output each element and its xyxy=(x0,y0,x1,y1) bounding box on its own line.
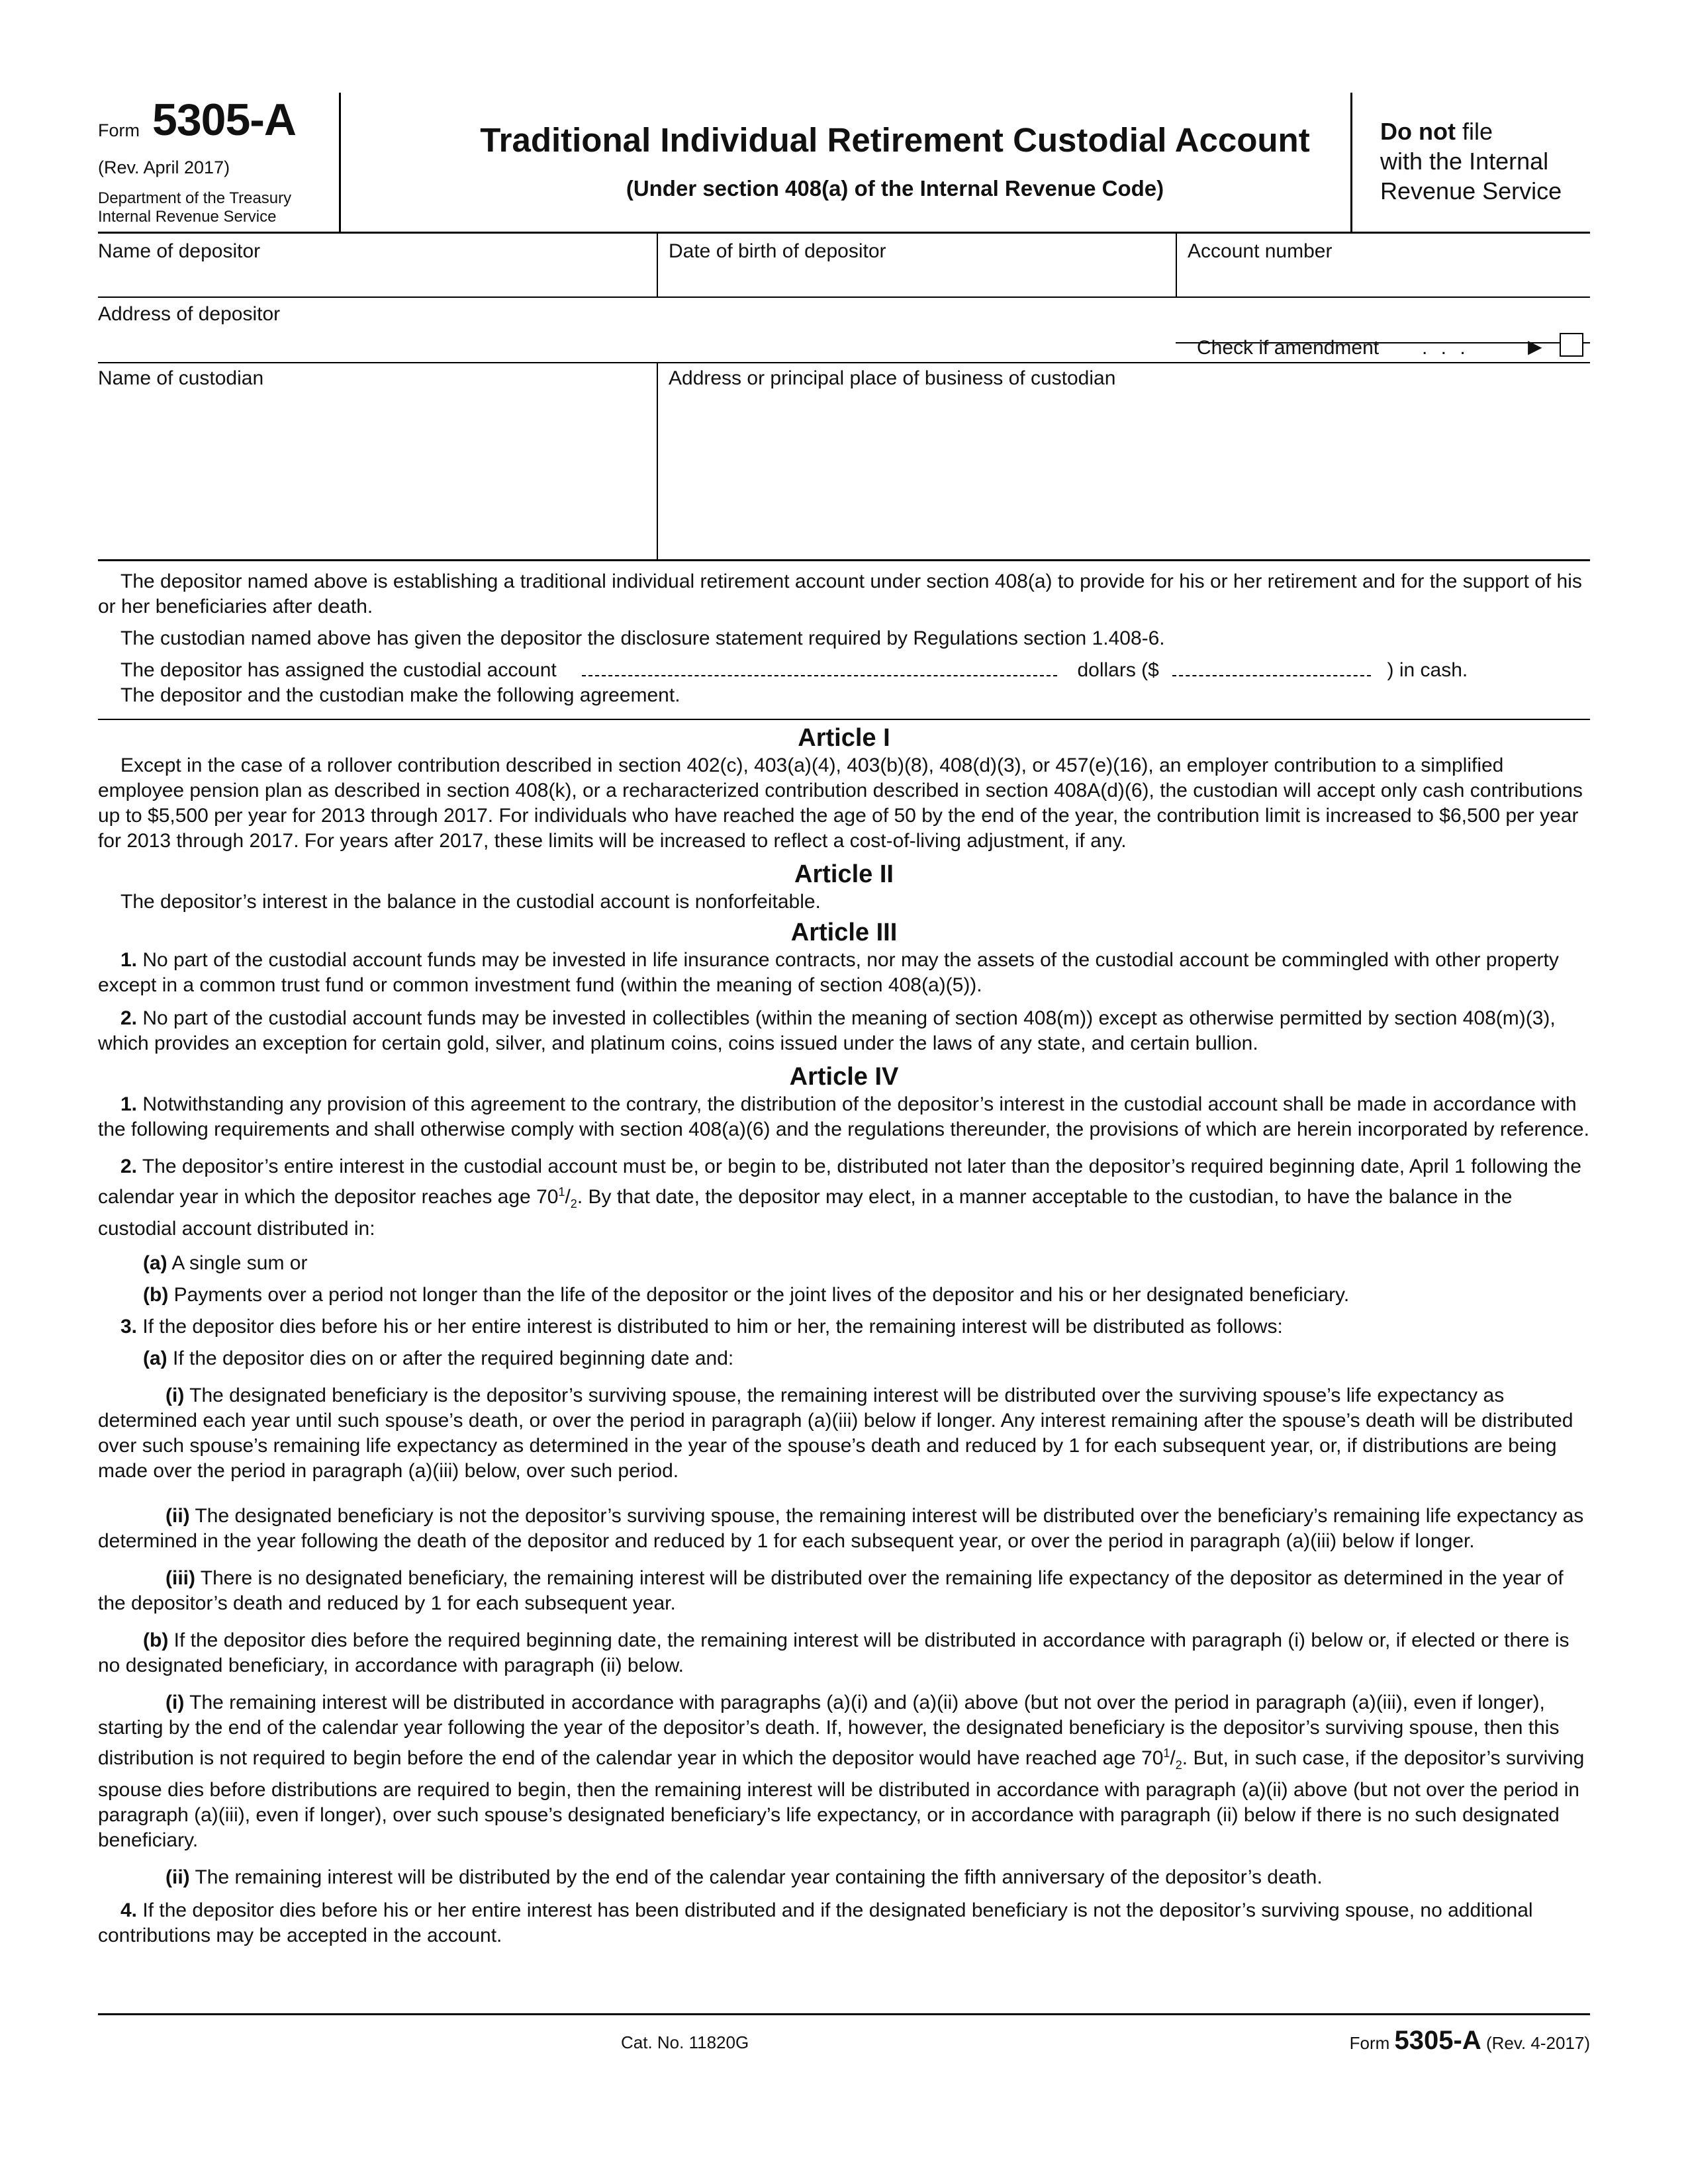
para-3a-ii xyxy=(98,1504,1590,1554)
intro-section xyxy=(98,569,1590,708)
footer-form-number: 5305-A xyxy=(1394,2026,1481,2055)
article-4-para-3 xyxy=(98,1314,1590,1340)
paragraph-number: 1. xyxy=(120,1093,138,1115)
footer-form-id xyxy=(1350,2026,1590,2056)
form-header xyxy=(98,93,1590,232)
arrow-icon: ▶ xyxy=(1528,336,1542,357)
section-divider xyxy=(98,719,1590,720)
footer-form-word: Form xyxy=(1349,2033,1390,2053)
articles-section xyxy=(98,723,1590,1948)
paragraph-number: 4. xyxy=(120,1899,138,1921)
name-of-custodian-label: Name of custodian xyxy=(98,367,264,389)
form-word: Form xyxy=(98,120,140,140)
account-number-label: Account number xyxy=(1188,240,1333,262)
amendment-checkbox[interactable] xyxy=(1560,333,1583,357)
in-cash-text: ) in cash. xyxy=(1387,659,1468,681)
paragraph-number: 3. xyxy=(120,1316,138,1338)
option-text: If the depositor dies on or after the required beginning date and: xyxy=(167,1347,734,1369)
article-3-para-1 xyxy=(98,948,1590,998)
form-footer xyxy=(98,2013,1590,2055)
paragraph-text: . By that date, the depositor may elect, in a manner acceptable to the custodian, to have the balance in the custodial account distributed in: xyxy=(98,1186,1513,1240)
article-4-para-4 xyxy=(98,1898,1590,1948)
fraction-denominator: 2 xyxy=(1175,1758,1182,1772)
fraction-numerator: 1 xyxy=(558,1185,565,1199)
do-not-line-3: Revenue Service xyxy=(1380,177,1562,205)
para-3a xyxy=(98,1346,1590,1371)
form-revision: (Rev. April 2017) xyxy=(98,158,230,177)
custodian-address-field[interactable] xyxy=(658,363,1590,559)
form-id-block xyxy=(98,93,341,232)
option-label: (ii) xyxy=(165,1505,190,1527)
option-b xyxy=(98,1283,1590,1308)
agency-line-2: Internal Revenue Service xyxy=(98,208,277,226)
date-of-birth-field[interactable] xyxy=(658,234,1176,296)
custodian-address-label: Address or principal place of business of custodian xyxy=(669,367,1116,389)
option-text: The remaining interest will be distributed by the end of the calendar year containing the fifth anniversary of the depositor’s death. xyxy=(189,1866,1323,1888)
name-of-custodian-field[interactable] xyxy=(98,363,657,559)
paragraph-text: No part of the custodial account funds may be invested in collectibles (within the meaning of section 408(m)) except as otherwise permitted by section 408(m)(3), which provides an exception for certain gold, silver, and platinum coins, coins issued under the laws of any state, and certain bullion. xyxy=(98,1007,1556,1054)
form-number: 5305-A xyxy=(152,95,297,145)
option-text: The designated beneficiary is not the depositor’s surviving spouse, the remaining interest will be distributed over the beneficiary’s remaining life expectancy as determined in the year following the death of the depositor and reduced by 1 for each subsequent year, or over the period in paragraph (a)(iii) below if longer. xyxy=(98,1505,1584,1552)
article-4-heading: Article IV xyxy=(789,1063,899,1091)
option-text: The designated beneficiary is the depositor’s surviving spouse, the remaining interest will be distributed over the surviving spouse’s life expectancy as determined each year until such spouse’s death, or over the period in paragraph (a)(iii) below if longer. Any interest remaining after the spouse’s death will be distributed over such spouse’s remaining life expectancy as determined in the year of the spouse’s death and reduced by 1 for each subsequent year, or, if distributions are being made over the period in paragraph (a)(iii) below, over such period. xyxy=(98,1385,1573,1482)
para-3b-i: (i) The remaining interest will be distributed in accordance with paragraphs (a)(i) and (a)(ii) above (but not over the period in paragraph (a)(iii), even if longer), starting by the end of the calendar year following the year of the depositor’s death. If, however, the designated beneficiary is the depositor’s surviving spouse, then this distribution is not required to begin before the end of the calendar year in which the depositor would have reached age $70^1/_2$. But, in such case, if the depositor’s surviving spouse dies before distributions are required to begin, then the remaining interest will be distributed in accordance with paragraph (a)(ii) above (but not over the period in paragraph (a)(iii), even if longer), over such spouse’s designated beneficiary’s life expectancy, or in accordance with paragraph (ii) below if there is no such designated beneficiary. xyxy=(98,1692,1585,1851)
agency-name xyxy=(98,189,291,226)
do-not-line-2: with the Internal xyxy=(1380,148,1549,175)
intro-paragraph-1: The depositor named above is establishing a traditional individual retirement account under section 408(a) to provide for his or her retirement and for the support of his or her beneficiaries after death. xyxy=(98,570,1582,617)
option-text: The remaining interest will be distributed in accordance with paragraphs (a)(i) and (a)(ii) above (but not over the period in paragraph (a)(iii), even if longer), starting by the end of the calendar year following the year of the depositor’s death. If, however, the designated beneficiary is the depositor’s surviving spouse, then this distribution is not required to begin before the end of the calendar year in which the depositor would have reached age 70 xyxy=(98,1692,1560,1769)
footer-revision: (Rev. 4-2017) xyxy=(1485,2033,1590,2053)
paragraph-text: If the depositor dies before his or her entire interest has been distributed and if the designated beneficiary is not the depositor’s surviving spouse, no additional contributions may be accepted in the account. xyxy=(98,1899,1533,1946)
address-of-depositor-label: Address of depositor xyxy=(98,303,281,325)
catalog-number: Cat. No. 11820G xyxy=(621,2032,749,2052)
option-label: (i) xyxy=(165,1692,185,1713)
depositor-custodian-fields xyxy=(98,232,1590,561)
article-2-text: The depositor’s interest in the balance in the custodial account is nonforfeitable. xyxy=(120,891,821,913)
option-text: . But, in such case, if the depositor’s surviving spouse dies before distributions are required to begin, then the remaining interest will be distributed in accordance with paragraph (a)(ii) above (but not over the period in paragraph (a)(iii), even if longer), over such spouse’s designated beneficiary’s life expectancy, or in accordance with paragraph (ii) below if there is no such designated beneficiary. xyxy=(98,1747,1585,1851)
paragraph-number: 2. xyxy=(120,1156,138,1177)
option-label: (i) xyxy=(165,1385,185,1406)
name-of-depositor-label: Name of depositor xyxy=(98,240,261,262)
option-label: (a) xyxy=(143,1347,167,1369)
do-not-file-notice xyxy=(1350,93,1592,232)
check-if-amendment-label: Check if amendment xyxy=(1197,337,1380,359)
option-text: A single sum or xyxy=(167,1252,308,1274)
article-1-text: Except in the case of a rollover contribution described in section 402(c), 403(a)(4), 403(b)(8), 408(d)(3), or 457(e)(16), an employer contribution to a simplified employee pension plan as described in section 408(k), or a recharacterized contribution described in section 408A(d)(6), the custodian will accept only cash contributions up to $5,500 per year for 2013 through 2017. For individuals who have reached the age of 50 by the end of the year, the contribution limit is increased to $6,500 per year for 2013 through 2017. For years after 2017, these limits will be increased to reflect a cost-of-living adjustment, if any. xyxy=(98,754,1583,852)
paragraph-text: Notwithstanding any provision of this agreement to the contrary, the distribution of the depositor’s interest in the custodial account shall be made in accordance with the following requirements and shall otherwise comply with section 408(a)(6) and the regulations thereunder, the provisions of which are herein incorporated by reference. xyxy=(98,1093,1589,1140)
form-page xyxy=(98,93,1590,2055)
do-not-bold: Do not xyxy=(1380,118,1456,145)
fraction-denominator: 2 xyxy=(570,1197,577,1210)
address-of-depositor-field[interactable] xyxy=(98,298,1176,362)
option-label: (ii) xyxy=(165,1866,190,1888)
paragraph-number: 2. xyxy=(120,1007,138,1029)
option-label: (a) xyxy=(143,1252,167,1274)
article-1-heading: Article I xyxy=(798,724,890,752)
name-of-depositor-field[interactable] xyxy=(98,234,657,296)
intro-paragraph-2: The custodian named above has given the depositor the disclosure statement required by Regulations section 1.408-6. xyxy=(120,627,1165,649)
para-3b-ii xyxy=(98,1865,1590,1890)
paragraph-text: No part of the custodial account funds may be invested in life insurance contracts, nor may the assets of the custodial account be commingled with other property except in a common trust fund or common investment fund (within the meaning of section 408(a)(5)). xyxy=(98,949,1559,996)
intro-paragraph-4: The depositor and the custodian make the following agreement. xyxy=(120,684,680,706)
option-text: If the depositor dies before the required beginning date, the remaining interest will be distributed in accordance with paragraph (i) below or, if elected or there is no designated beneficiary, in accordance with paragraph (ii) below. xyxy=(98,1629,1570,1676)
amount-words-field[interactable] xyxy=(582,659,1057,676)
date-of-birth-label: Date of birth of depositor xyxy=(669,240,886,262)
amount-number-field[interactable] xyxy=(1172,659,1371,676)
do-not-rest: file xyxy=(1455,118,1493,145)
para-3a-i xyxy=(98,1383,1590,1484)
dollars-text: dollars ($ xyxy=(1077,659,1159,681)
para-3b xyxy=(98,1628,1590,1678)
option-text: Payments over a period not longer than the life of the depositor or the joint lives of the depositor and his or her designated beneficiary. xyxy=(168,1284,1350,1306)
para-3a-iii xyxy=(98,1566,1590,1616)
option-label: (b) xyxy=(143,1284,169,1306)
fraction-numerator: 1 xyxy=(1163,1747,1170,1760)
assigned-text: The depositor has assigned the custodial account xyxy=(120,659,557,681)
form-title: Traditional Individual Retirement Custodial Account xyxy=(480,121,1310,159)
article-4-para-1 xyxy=(98,1092,1590,1142)
article-2-heading: Article II xyxy=(794,860,894,888)
article-4-para-2: 2. The depositor’s entire interest in the custodial account must be, or begin to be, distributed not later than the depositor’s required beginning date, April 1 following the calendar year in which the depositor reaches age $70^1/_2$. By that date, the depositor may elect, in a manner acceptable to the custodian, to have the balance in the custodial account distributed in: xyxy=(98,1156,1581,1240)
account-number-field[interactable] xyxy=(1177,234,1590,296)
article-3-heading: Article III xyxy=(790,919,898,946)
form-subtitle: (Under section 408(a) of the Internal Revenue Code) xyxy=(626,176,1164,201)
option-text: There is no designated beneficiary, the remaining interest will be distributed over the remaining life expectancy of the depositor as determined in the year of the depositor’s death and reduced by 1 for each subsequent year. xyxy=(98,1567,1564,1614)
option-label: (iii) xyxy=(165,1567,195,1589)
paragraph-number: 1. xyxy=(120,949,138,971)
paragraph-text: The depositor’s entire interest in the custodial account must be, or begin to be, distributed not later than the depositor’s required beginning date, April 1 following the calendar year in which the depositor reaches age 70 xyxy=(98,1156,1581,1208)
title-block xyxy=(339,93,1451,232)
intro-paragraph-3 xyxy=(98,658,1590,683)
leader-dots: . . . xyxy=(1422,337,1470,359)
paragraph-text: If the depositor dies before his or her entire interest is distributed to him or her, the remaining interest will be distributed as follows: xyxy=(137,1316,1283,1338)
option-label: (b) xyxy=(143,1629,169,1651)
agency-line-1: Department of the Treasury xyxy=(98,189,292,207)
option-a xyxy=(98,1251,1590,1276)
article-3-para-2 xyxy=(98,1006,1590,1056)
